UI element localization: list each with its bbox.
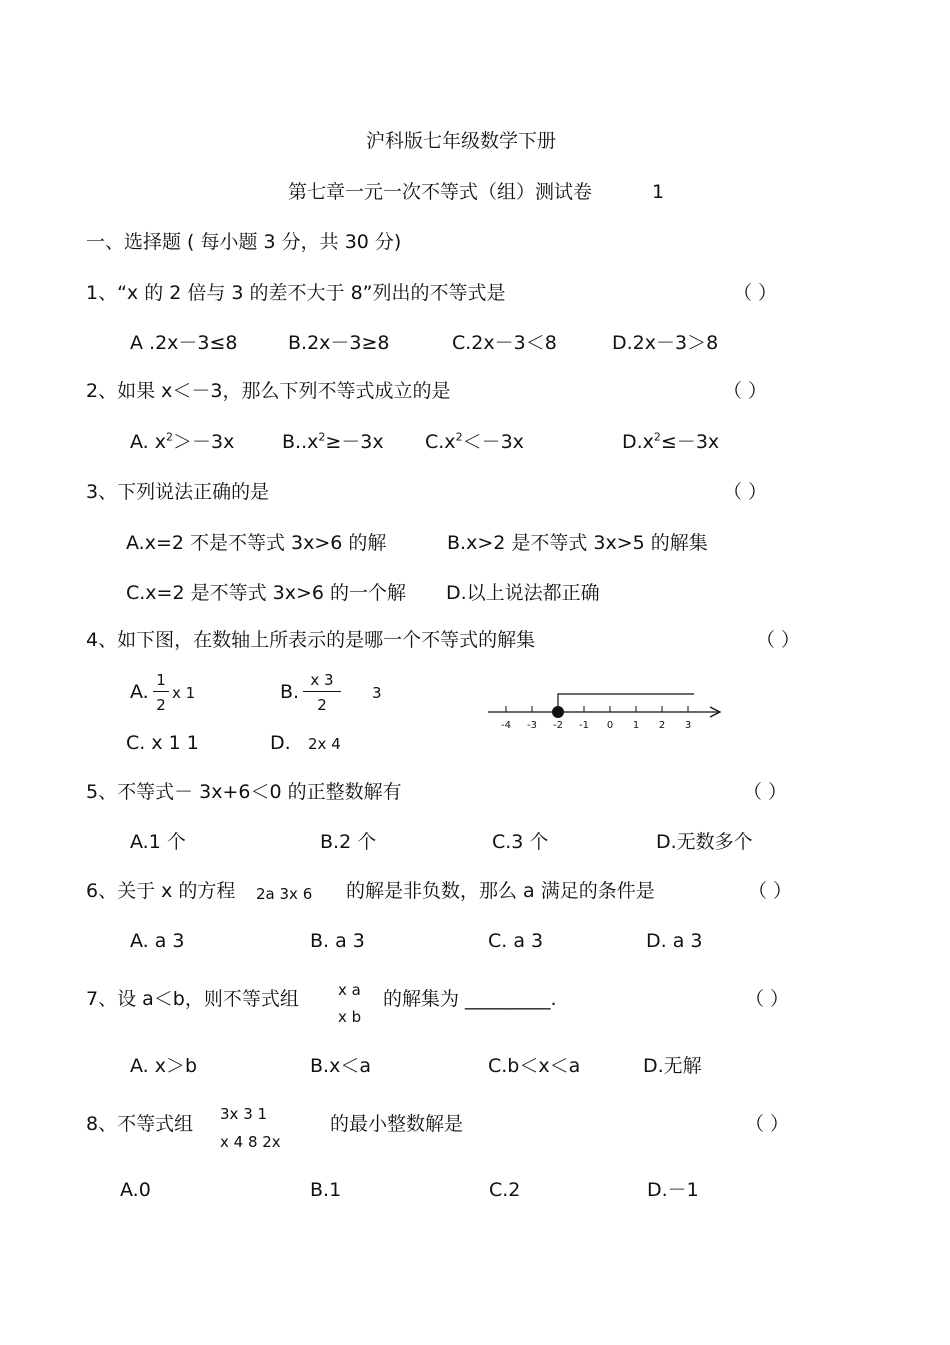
q4-b-denominator: 2 xyxy=(317,696,327,714)
q4-a-tail: x 1 xyxy=(172,684,196,702)
q1-option-b: B.2x－3≥8 xyxy=(288,332,390,354)
q3-option-b: B.x>2 是不等式 3x>5 的解集 xyxy=(447,532,708,554)
axis-tick-label: 2 xyxy=(658,720,666,731)
question-1-stem: 1、“x 的 2 倍与 3 的差不大于 8”列出的不等式是 xyxy=(86,282,506,304)
q7-system-row-1: x a xyxy=(338,981,361,999)
q1-option-a: A .2x－3≤8 xyxy=(130,332,238,354)
solution-range-bracket xyxy=(558,694,694,706)
q8-system-row-1: 3x 3 1 xyxy=(220,1105,268,1123)
answer-bracket: （ ） xyxy=(745,988,790,1010)
q4-a-numerator: 1 xyxy=(156,671,166,689)
q8-option-c: C.2 xyxy=(489,1179,521,1201)
q1-option-c: C.2x－3＜8 xyxy=(452,332,557,354)
axis-tick-label: 0 xyxy=(606,720,614,731)
q4-option-b-label: B. xyxy=(280,681,300,703)
axis-tick-label: -4 xyxy=(501,720,511,731)
q5-option-b: B.2 个 xyxy=(320,831,377,853)
page-subtitle: 第七章一元一次不等式（组）测试卷 xyxy=(288,181,593,203)
q5-option-c: C.3 个 xyxy=(492,831,549,853)
number-line-figure xyxy=(480,680,730,740)
q8-option-b: B.1 xyxy=(310,1179,342,1201)
q6-option-a: A. a 3 xyxy=(130,930,185,952)
q3-option-c: C.x=2 是不等式 3x>6 的一个解 xyxy=(126,582,407,604)
answer-bracket: （ ） xyxy=(745,1113,790,1135)
page-title: 沪科版七年级数学下册 xyxy=(366,130,557,152)
q2-option-c: $C.x^2<-3x$ xyxy=(425,430,524,453)
q3-option-d: D.以上说法都正确 xyxy=(446,582,600,604)
q3-option-a: A.x=2 不是不等式 3x>6 的解 xyxy=(126,532,387,554)
q6-option-b: B. a 3 xyxy=(310,930,365,952)
q4-option-d-expr: 2x 4 xyxy=(308,735,341,753)
q7-option-b: B.x＜a xyxy=(310,1055,371,1077)
question-6-equation: 2a 3x 6 xyxy=(256,885,313,903)
axis-tick-label: 1 xyxy=(632,720,640,731)
q7-option-d: D.无解 xyxy=(643,1055,702,1077)
answer-bracket: （ ） xyxy=(733,282,778,304)
q7-option-a: A. x＞b xyxy=(130,1055,198,1077)
q4-b-numerator: x 3 xyxy=(310,671,334,689)
q7-system-row-2: x b xyxy=(338,1008,362,1026)
question-2-stem: 2、如果 x＜－3，那么下列不等式成立的是 xyxy=(86,380,451,402)
question-6-stem-prefix: 6、关于 x 的方程 xyxy=(86,880,236,902)
q5-option-d: D.无数多个 xyxy=(656,831,753,853)
question-6-stem-suffix: 的解是非负数，那么 a 满足的条件是 xyxy=(346,880,655,902)
q7-option-c: C.b＜x＜a xyxy=(488,1055,581,1077)
q2-option-a: A. $x^2>-3x$ xyxy=(130,430,235,453)
q2-option-b: $B..x^2\ge-3x$ xyxy=(282,430,384,453)
q4-b-tail: 3 xyxy=(372,684,382,702)
q8-option-a: A.0 xyxy=(120,1179,151,1201)
axis-tick-label: -3 xyxy=(527,720,537,731)
axis-tick-label: 3 xyxy=(684,720,692,731)
q1-option-d: D.2x－3＞8 xyxy=(612,332,719,354)
question-7-stem-prefix: 7、设 a＜b，则不等式组 xyxy=(86,988,299,1010)
page-subtitle-number: 1 xyxy=(652,181,665,203)
q4-b-fraction-bar xyxy=(303,691,341,692)
q4-option-a-label: A. xyxy=(130,681,149,703)
q4-a-fraction-bar xyxy=(153,691,169,692)
q8-system-row-2: x 4 8 2x xyxy=(220,1133,281,1151)
question-8-stem-prefix: 8、不等式组 xyxy=(86,1113,194,1135)
q2-option-d: $D.x^2\le-3x$ xyxy=(622,430,720,453)
q4-option-c: C. x 1 1 xyxy=(126,732,199,754)
solution-endpoint-dot xyxy=(552,706,564,718)
q4-option-d-label: D. xyxy=(270,732,291,754)
q6-option-d: D. a 3 xyxy=(646,930,703,952)
q6-option-c: C. a 3 xyxy=(488,930,544,952)
q4-a-denominator: 2 xyxy=(156,696,166,714)
answer-bracket: （ ） xyxy=(756,629,801,651)
answer-bracket: （ ） xyxy=(743,781,788,803)
section-heading: 一、选择题 ( 每小题 3 分，共 30 分) xyxy=(86,231,402,253)
q8-option-d: D.－1 xyxy=(647,1179,699,1201)
question-7-stem-suffix: 的解集为 _________. xyxy=(383,988,557,1010)
answer-bracket: （ ） xyxy=(723,380,768,402)
question-5-stem: 5、不等式－ 3x+6＜0 的正整数解有 xyxy=(86,781,402,803)
question-3-stem: 3、下列说法正确的是 xyxy=(86,481,270,503)
axis-tick-label: -2 xyxy=(553,720,563,731)
question-4-stem: 4、如下图，在数轴上所表示的是哪一个不等式的解集 xyxy=(86,629,536,651)
axis-tick-label: -1 xyxy=(579,720,589,731)
q5-option-a: A.1 个 xyxy=(130,831,186,853)
question-8-stem-suffix: 的最小整数解是 xyxy=(330,1113,464,1135)
answer-bracket: （ ） xyxy=(723,481,768,503)
answer-bracket: （ ） xyxy=(748,880,793,902)
